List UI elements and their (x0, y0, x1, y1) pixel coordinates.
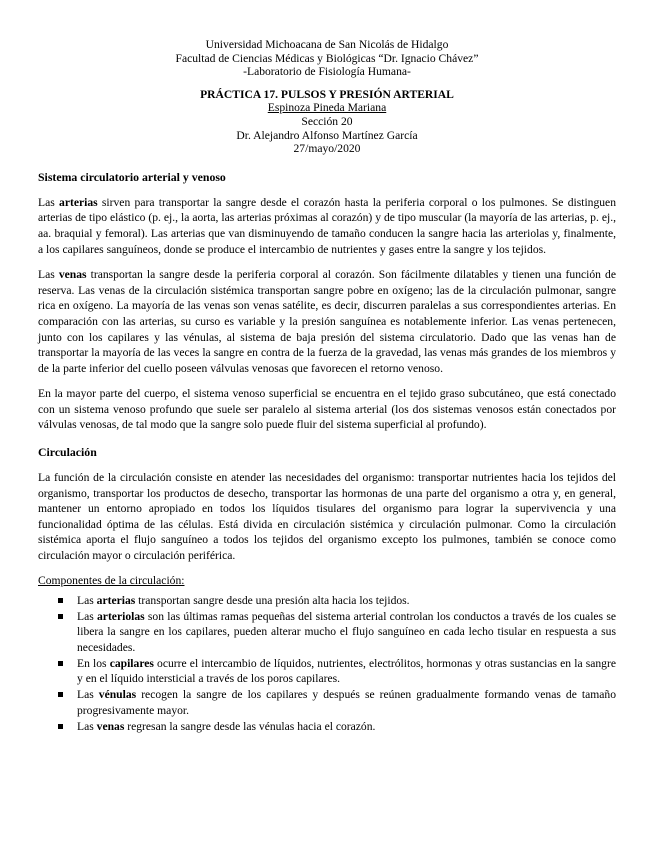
list-item: En los capilares ocurre el intercambio de líquidos, nutrientes, electrólitos, hormonas y otras sustancias en la sangre y en el líquido intersticial a través de los poros capilares. (58, 656, 616, 687)
paragraph-text: Las (38, 268, 59, 282)
practice-title: PRÁCTICA 17. PULSOS Y PRESIÓN ARTERIAL (200, 87, 454, 101)
bullet-icon (58, 661, 63, 666)
section-title-circulation: Circulación (38, 445, 97, 460)
bullet-icon (58, 614, 63, 619)
paragraph-venas (38, 267, 616, 376)
document-header (38, 38, 616, 156)
teacher-name: Dr. Alejandro Alfonso Martínez García (236, 128, 418, 142)
bold-term: venas (58, 268, 87, 282)
document-date: 27/mayo/2020 (293, 142, 361, 156)
list-item: Las vénulas recogen la sangre de los capilares y después se reúnen gradualmente formando venas de tamaño progresivamente mayor. (58, 687, 616, 718)
bullet-icon (58, 724, 63, 729)
components-list (38, 593, 616, 735)
components-subtitle: Componentes de la circulación: (38, 573, 185, 587)
paragraph-text: transportan la sangre desde la periferia corporal al corazón. Son fácilmente dilatables y tienen una función de reserva. Las venas de la circulación sistémica transportan sangre pobre en oxígeno; las de la circulación pulmonar, sangre rica en oxígeno. La mayoría de las venas son venas satélite, es decir, discurren paralelas a sus correspondientes arterias. En comparación con las arterias, su curso es variable y la presión sanguínea es notablemente inferior. Las venas pertenecen, junto con los capilares y las vénulas, al sistema de baja presión del sistema circulatorio. Dado que las venas han de transportar la mayoría de las veces la sangre en contra de la fuerza de la gravedad, las venas más grandes de los miembros y de la parte inferior del cuello poseen válvulas venosas que favorecen el retorno venoso. (38, 268, 616, 375)
paragraph-text: Las (38, 195, 60, 209)
paragraph-arterias (38, 195, 616, 257)
university-name: Universidad Michoacana de San Nicolás de Hidalgo (205, 38, 449, 51)
bold-term: arterias (96, 593, 136, 607)
list-item: Las arteriolas son las últimas ramas pequeñas del sistema arterial controlan los conductos a través de los cuales se libera la sangre en los capilares, pueden alterar mucho el flujo sanguíneo en cada lecho tisular en respuesta a sus necesidades. (58, 609, 616, 655)
faculty-name: Facultad de Ciencias Médicas y Biológicas “Dr. Ignacio Chávez” (175, 51, 479, 65)
bullet-icon (58, 692, 63, 697)
bold-term: arteriolas (97, 609, 145, 623)
bold-term: arterias (59, 195, 98, 209)
bullet-icon (58, 598, 63, 603)
paragraph-text: sirven para transportar la sangre desde el corazón hasta la periferia corporal o los pulmones. Se distinguen arterias de tipo elástico (p. ej., la aorta, las arterias próximas al corazón) y de tipo muscular (la mayoría de las arterias, p. ej., aa. braquial y femoral). Las arterias que van disminuyendo de tamaño conducen la sangre hacia las arteriolas y, finalmente, a los capilares sanguíneos, donde se produce el intercambio de nutrientes y gases entre la sangre y los tejidos. (38, 195, 617, 256)
section-title-circulatory-system: Sistema circulatorio arterial y venoso (38, 169, 226, 184)
paragraph-circulation: La función de la circulación consiste en atender las necesidades del organismo: transportar nutrientes hacia los tejidos del organismo, transportar los productos de desecho, transportar las hormonas de una parte del organismo a otra y, en general, mantener un entorno apropiado en todos los líquidos tisulares del organismo para lograr la supervivencia y una funcionalidad óptima de las células. Está divida en circulación sistémica y circulación pulmonar. Como la circulación sistémica aporta el flujo sanguíneo a todos los tejidos del organismo excepto los pulmones, también se conoce como circulación mayor o circulación periférica. (38, 471, 616, 563)
section-number: Sección 20 (301, 114, 353, 128)
student-name: Espinoza Pineda Mariana (267, 101, 387, 115)
list-item: Las venas regresan la sangre desde las vénulas hacia el corazón. (58, 719, 616, 734)
paragraph-venous-system: En la mayor parte del cuerpo, el sistema venoso superficial se encuentra en el tejido graso subcutáneo, que está conectado con un sistema venoso profundo que suele ser paralelo al sistema arterial (los dos sistemas venosos están conectados por válvulas venosas, de tal modo que la sangre solo puede fluir del sistema superficial al profundo). (38, 387, 616, 432)
lab-name: -Laboratorio de Fisiología Humana- (243, 65, 411, 79)
bold-term: capilares (109, 656, 154, 670)
list-item: Las arterias transportan sangre desde una presión alta hacia los tejidos. (58, 593, 616, 608)
bold-term: vénulas (98, 688, 137, 702)
bold-term: venas (96, 720, 125, 733)
